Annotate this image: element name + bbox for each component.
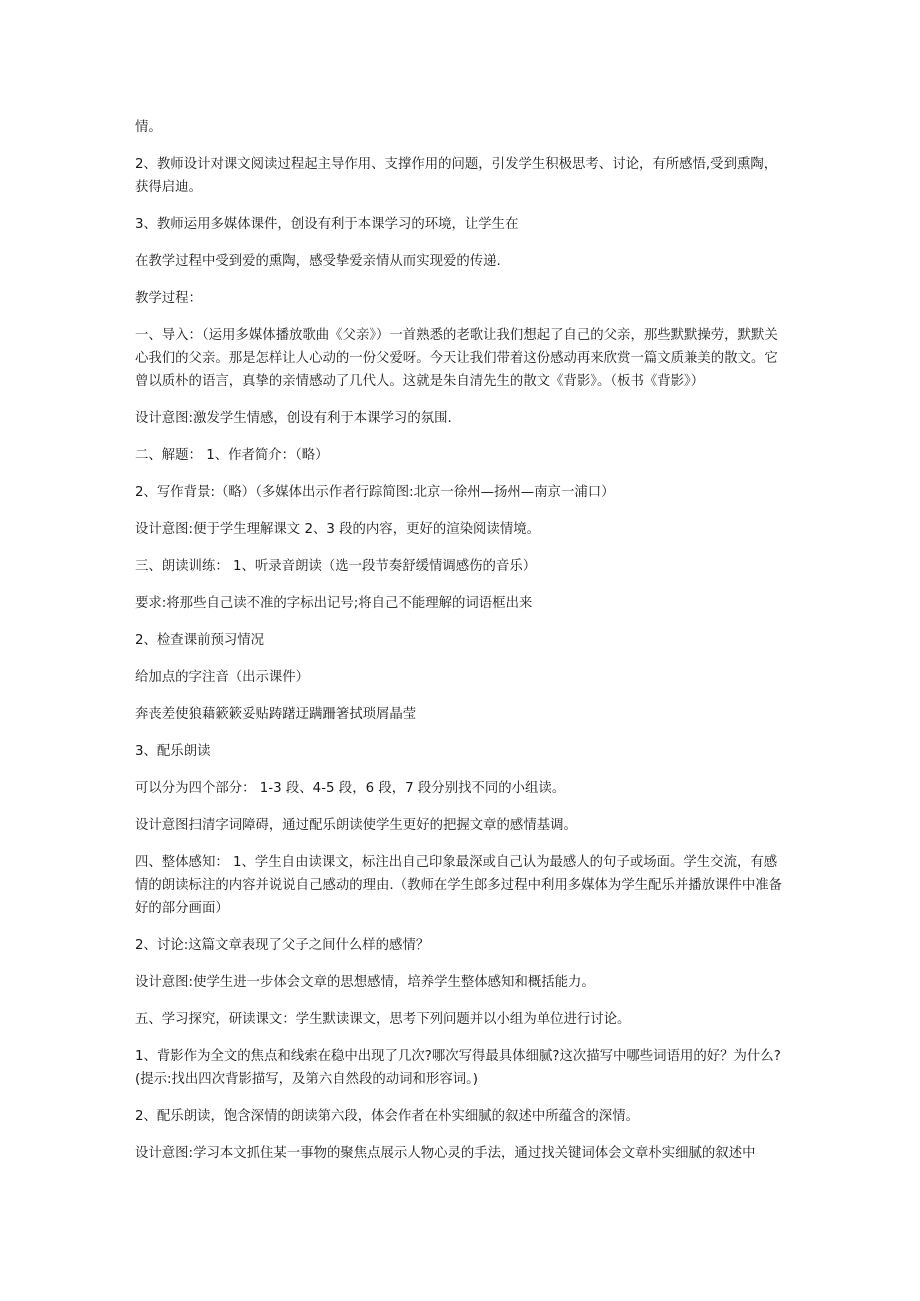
- paragraph-intro: 一、导入：（运用多媒体播放歌曲《父亲》）一首熟悉的老歌让我们想起了自己的父亲，那些默默操劳，默默关心我们的父亲。那是怎样让人心动的一份父爱呀。今天让我们带着这份感动再来欣赏一篇文质兼美的散文。它曾以质朴的语言，真挚的亲情感动了几代人。这就是朱自清先生的散文《背影》。（板书《背影》）: [135, 328, 778, 389]
- section-heading-teaching-process: 教学过程：: [135, 291, 202, 306]
- paragraph-title-explain: 二、解题： 1、作者简介：（略）: [135, 448, 329, 463]
- paragraph-requirements: 要求:将那些自己读不准的字标出记号;将自己不能理解的词语框出来: [135, 596, 533, 611]
- paragraph-design-intent-5: 设计意图:学习本文抓住某一事物的聚焦点展示人物心灵的手法，通过找关键词体会文章朴实细腻的叙述中: [135, 1146, 756, 1161]
- paragraph-phonetic: 给加点的字注音（出示课件）: [135, 670, 310, 685]
- paragraph-discussion: 2、讨论:这篇文章表现了父子之间什么样的感情？: [135, 938, 430, 953]
- paragraph-design-intent-3: 设计意图扫清字词障碍，通过配乐朗读使学生更好的把握文章的感情基调。: [135, 818, 577, 833]
- paragraph-study-explore: 五、学习探究，研读课文：学生默读课文，思考下列问题并以小组为单位进行讨论。: [135, 1012, 631, 1027]
- paragraph-music-reading: 3、配乐朗读: [135, 744, 211, 759]
- paragraph-1: 情。: [135, 120, 162, 135]
- paragraph-word-list: 奔丧差使狼藉簌簌妥贴踌躇迂蹒跚箸拭琐屑晶莹: [135, 707, 417, 722]
- paragraph-four-parts: 可以分为四个部分： 1-3 段、4-5 段，6 段，7 段分别找不同的小组读。: [135, 781, 566, 796]
- paragraph-check-preview: 2、检查课前预习情况: [135, 633, 265, 648]
- paragraph-design-intent-2: 设计意图:便于学生理解课文 2、3 段的内容，更好的渲染阅读情境。: [135, 522, 540, 537]
- paragraph-question-2: 2、配乐朗读，饱含深情的朗读第六段，体会作者在朴实细腻的叙述中所蕴含的深情。: [135, 1109, 639, 1124]
- paragraph-design-intent-4: 设计意图:使学生进一步体会文章的思想感情，培养学生整体感知和概括能力。: [135, 975, 595, 990]
- paragraph-4: 在教学过程中受到爱的熏陶，感受挚爱亲情从而实现爱的传递.: [135, 254, 501, 269]
- paragraph-question-1: 1、背影作为全文的焦点和线索在稳中出现了几次?哪次写得最具体细腻?这次描写中哪些词语用的好？为什么?(提示:找出四次背影描写，及第六自然段的动词和形容词。): [135, 1049, 781, 1087]
- paragraph-reading-training: 三、朗读训练： 1、听录音朗读（选一段节奏舒缓情调感伤的音乐）: [135, 559, 537, 574]
- paragraph-overall-perception: 四、整体感知： 1、学生自由读课文，标注出自己印象最深或自己认为最感人的句子或场面。学生交流，有感情的朗读标注的内容并说说自己感动的理由.（教师在学生郎多过程中利用多媒体为学生配乐并播放课件中准备好的部分画面）: [135, 855, 783, 916]
- paragraph-2: 2、教师设计对课文阅读过程起主导作用、支撑作用的问题，引发学生积极思考、讨论，有所感悟,受到熏陶，获得启迪。: [135, 157, 778, 195]
- paragraph-design-intent-1: 设计意图:激发学生情感，创设有利于本课学习的氛围.: [135, 411, 452, 426]
- document-body: [135, 116, 785, 1165]
- paragraph-writing-background: 2、写作背景:（略）（多媒体出示作者行踪简图:北京一徐州—扬州—南京一浦口）: [135, 485, 615, 500]
- paragraph-3: 3、教师运用多媒体课件，创设有利于本课学习的环境，让学生在: [135, 217, 519, 232]
